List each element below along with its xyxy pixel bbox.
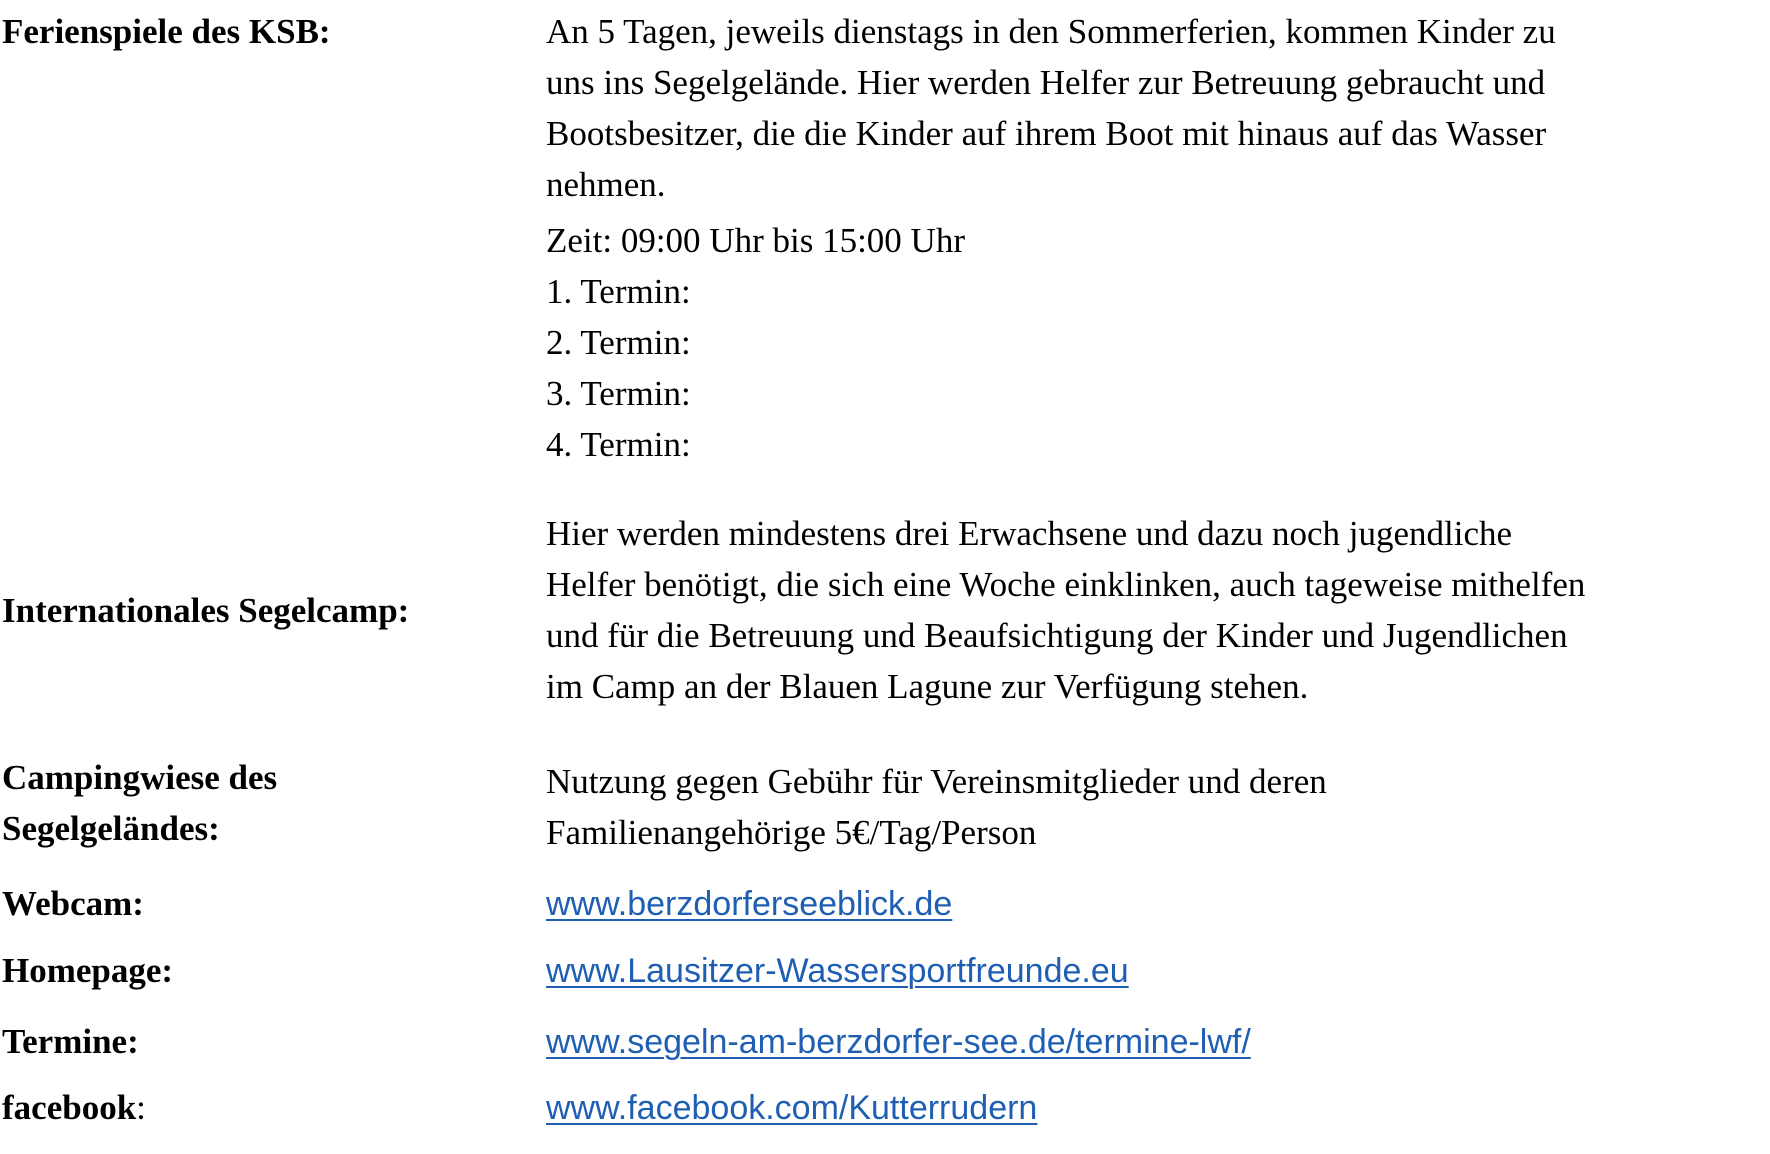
campingwiese-line: Nutzung gegen Gebühr für Vereinsmitglieder und deren: [546, 762, 1327, 801]
ferienspiele-line: An 5 Tagen, jeweils dienstags in den Sommerferien, kommen Kinder zu: [546, 12, 1556, 51]
homepage-label: Homepage:: [2, 951, 174, 990]
termin-item-1: 1. Termin:: [546, 272, 691, 311]
segelcamp-description: [546, 508, 1766, 712]
segelcamp-label: Internationales Segelcamp:: [2, 591, 410, 630]
facebook-link[interactable]: www.facebook.com/Kutterrudern: [546, 1089, 1038, 1127]
homepage-link[interactable]: www.Lausitzer-Wassersportfreunde.eu: [546, 952, 1129, 990]
campingwiese-description: [546, 756, 1766, 858]
webcam-label: Webcam:: [2, 884, 144, 923]
termin-item-2: 2. Termin:: [546, 323, 691, 362]
termine-label: Termine:: [2, 1022, 139, 1061]
webcam-link[interactable]: www.berzdorferseeblick.de: [546, 885, 953, 923]
campingwiese-line: Familienangehörige 5€/Tag/Person: [546, 813, 1037, 852]
facebook-label: [2, 1082, 522, 1133]
ferienspiele-line: uns ins Segelgelände. Hier werden Helfer zur Betreuung gebraucht und: [546, 63, 1546, 102]
ferienspiele-time: Zeit: 09:00 Uhr bis 15:00 Uhr: [546, 221, 965, 260]
facebook-label-colon: :: [136, 1088, 146, 1127]
ferienspiele-line: nehmen.: [546, 165, 666, 204]
termin-item-4: 4. Termin:: [546, 425, 691, 464]
segelcamp-line: Hier werden mindestens drei Erwachsene und dazu noch jugendliche: [546, 514, 1513, 553]
segelcamp-line: Helfer benötigt, die sich eine Woche einklinken, auch tageweise mithelfen: [546, 565, 1586, 604]
ferienspiele-description: [546, 6, 1766, 470]
segelcamp-line: im Camp an der Blauen Lagune zur Verfügung stehen.: [546, 667, 1309, 706]
termine-link[interactable]: www.segeln-am-berzdorfer-see.de/termine-lwf/: [546, 1023, 1251, 1061]
campingwiese-label: [2, 752, 522, 854]
campingwiese-label-line: Campingwiese des: [2, 758, 278, 797]
facebook-label-text: facebook: [2, 1088, 137, 1127]
segelcamp-line: und für die Betreuung und Beaufsichtigung der Kinder und Jugendlichen: [546, 616, 1568, 655]
ferienspiele-label: Ferienspiele des KSB:: [2, 12, 331, 51]
ferienspiele-line: Bootsbesitzer, die die Kinder auf ihrem Boot mit hinaus auf das Wasser: [546, 114, 1547, 153]
campingwiese-label-line: Segelgeländes:: [2, 809, 220, 848]
termin-item-3: 3. Termin:: [546, 374, 691, 413]
